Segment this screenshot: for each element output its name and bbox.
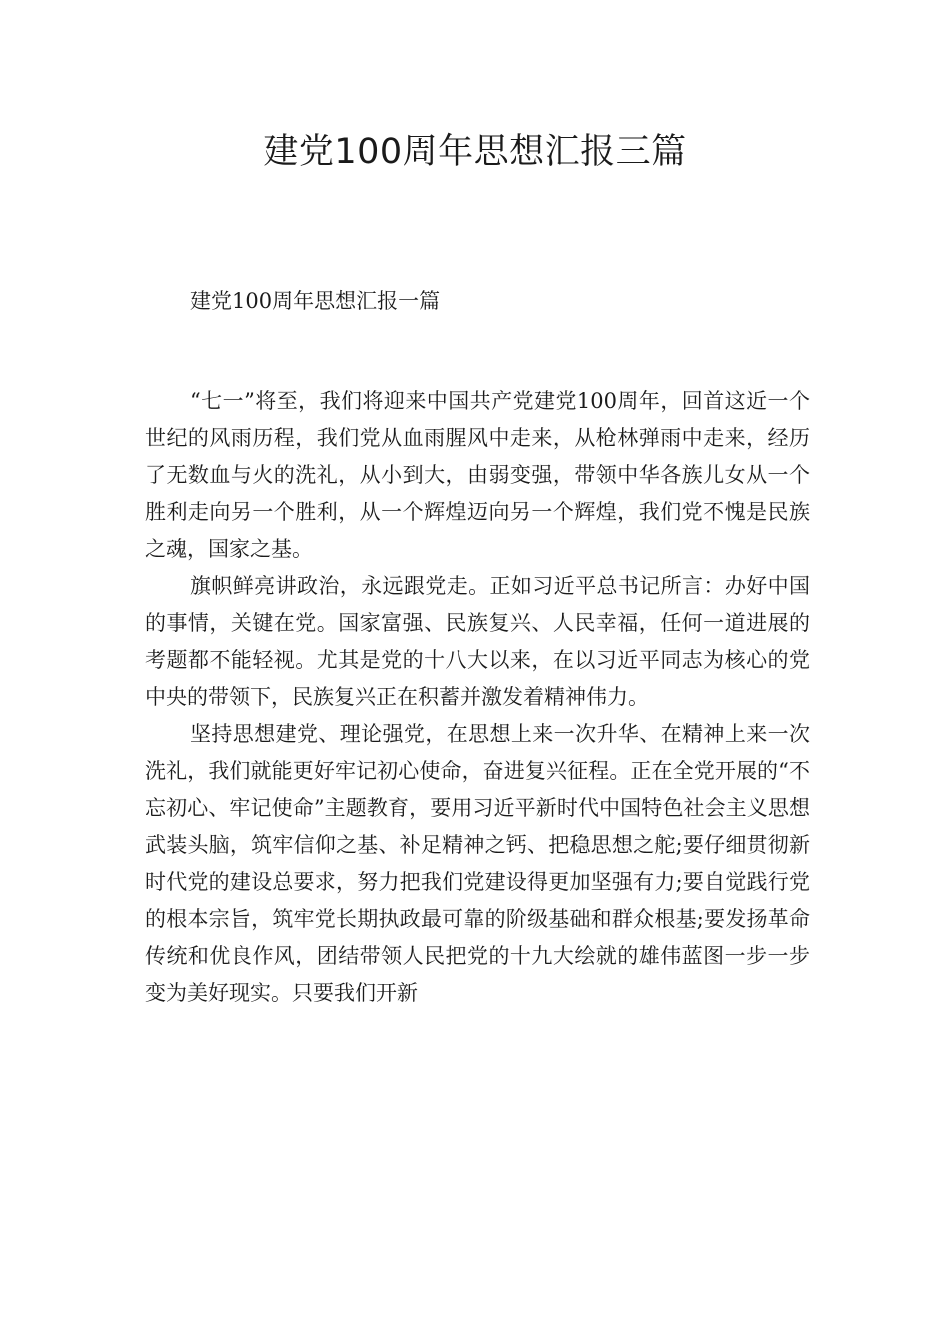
paragraph-3: 坚持思想建党、理论强党，在思想上来一次升华、在精神上来一次洗礼，我们就能更好牢记初心使命，奋进复兴征程。正在全党开展的“不忘初心、牢记使命”主题教育，要用习近平新时代中国特色社会主义思想武装头脑，筑牢信仰之基、补足精神之钙、把稳思想之舵;要仔细贯彻新时代党的建设总要求，努力把我们党建设得更加坚强有力;要自觉践行党的根本宗旨，筑牢党长期执政最可靠的阶级基础和群众根基;要发扬革命传统和优良作风，团结带领人民把党的十九大绘就的雄伟蓝图一步一步变为美好现实。只要我们开新 [145,722,810,1005]
document-title: 建党100周年思想汇报三篇 [263,132,687,172]
paragraph-1: “七一”将至，我们将迎来中国共产党建党100周年，回首这近一个世纪的风雨历程，我们党从血雨腥风中走来，从枪林弹雨中走来，经历了无数血与火的洗礼，从小到大，由弱变强，带领中华各族儿女从一个胜利走向另一个胜利，从一个辉煌迈向另一个辉煌，我们党不愧是民族之魂，国家之基。 [145,389,810,561]
section-title: 建党100周年思想汇报一篇 [190,289,441,313]
paragraph-2: 旗帜鲜亮讲政治，永远跟党走。正如习近平总书记所言：办好中国的事情，关键在党。国家富强、民族复兴、人民幸福，任何一道进展的考题都不能轻视。尤其是党的十八大以来，在以习近平同志为核心的党中央的带领下，民族复兴正在积蓄并激发着精神伟力。 [145,574,810,709]
document-body [145,383,810,1012]
